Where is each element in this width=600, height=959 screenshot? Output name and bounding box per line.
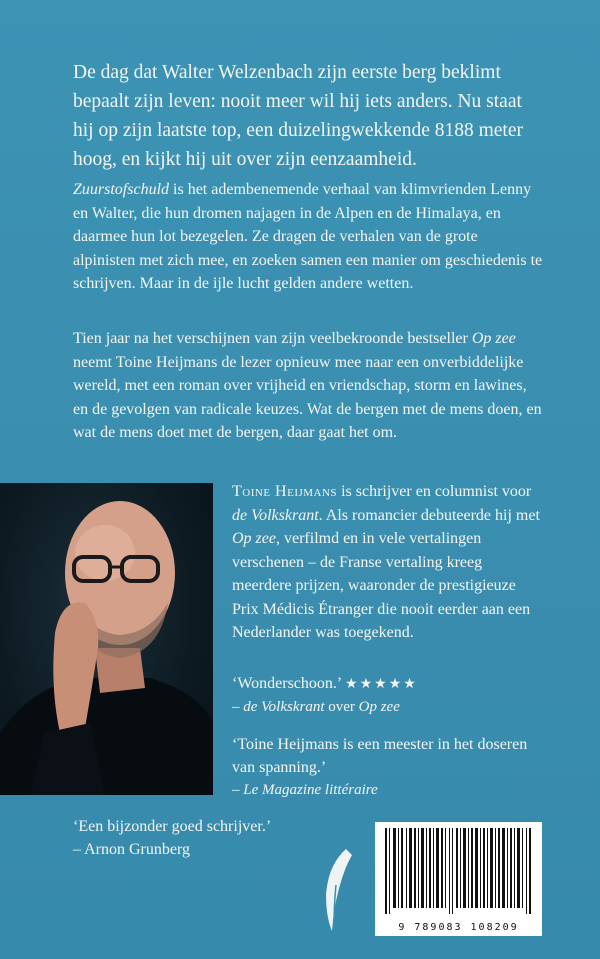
quote-text: ‘Toine Heijmans is een meester in het doseren van spanning.’ [232, 736, 528, 776]
quote-source-name: Le Magazine littéraire [243, 782, 378, 798]
author-bio [232, 480, 544, 645]
author-name: Toine Heijmans [232, 483, 338, 500]
context-text-2: neemt Toine Heijmans de lezer opnieuw mee naar een onverbiddelijke wereld, met een roman over vrijheid en vriendschap, storm en lawines, en de gevolgen van radicale keuzes. Wat de bergen met de mens doen, en wat de mens doet met de bergen, daar gaat het om. [73, 353, 542, 441]
isbn-number: 9 789083 108209 [398, 922, 519, 933]
synopsis-paragraph [73, 178, 543, 296]
intro-paragraph: De dag dat Walter Welzenbach zijn eerste berg beklimt bepaalt zijn leven: nooit meer wil hij iets anders. Nu staat hij op zijn laatste top, een duizelingwekkende 8188 meter hoog, en kijkt hij uit over zijn eenzaamheid. [73, 62, 523, 170]
previous-book-title: Op zee [471, 330, 516, 347]
star-rating-icon: ★★★★★ [345, 676, 418, 692]
quote-source: – Arnon Grunberg [73, 841, 191, 858]
quote-source-name: de Volkskrant [243, 699, 325, 715]
barcode-bars-icon [375, 822, 542, 920]
context-text-1: Tien jaar na het verschijnen van zijn veelbekroonde bestseller [73, 330, 472, 347]
book-title: Zuurstofschuld [73, 181, 170, 198]
quote-dash: – [232, 699, 244, 715]
author-context-paragraph [73, 327, 543, 445]
bio-text-2: . Als romancier debuteerde hij met [318, 506, 540, 524]
bio-newspaper: de Volkskrant [232, 506, 319, 524]
review-quote-grunberg [73, 815, 333, 861]
bio-text-3: , verfilmd en in vele vertalingen verschenen – de Franse vertaling kreeg meerdere prijzen, waaronder de prestigieuze Prix Médicis Étranger die nooit eerder aan een Nederlander was toegekend. [232, 530, 531, 641]
review-quote-magazine [232, 733, 544, 802]
isbn-barcode [375, 822, 542, 936]
quote-source-book: Op zee [358, 699, 400, 715]
review-quote-volkskrant [232, 672, 544, 719]
quote-dash: – [232, 782, 244, 798]
bio-text-1: is schrijver en columnist voor [337, 483, 532, 500]
quote-text: ‘Wonderschoon.’ [232, 675, 342, 692]
quote-text: ‘Een bijzonder goed schrijver.’ [73, 818, 272, 835]
quote-source-connector: over [324, 699, 359, 715]
synopsis-text: is het adembenemende verhaal van klimvrienden Lenny en Walter, die hun dromen najagen in de Alpen en de Himalaya, en daarmee hun lot bezegelen. Ze dragen de verhalen van de grote alpinisten met zich mee, en zoeken samen een manier om geschiedenis te schrijven. Maar in de ijle lucht gelden andere wetten. [73, 181, 543, 292]
author-portrait-image [0, 483, 213, 795]
publisher-logo-icon [318, 845, 358, 935]
quote-source [232, 779, 544, 802]
author-photo [0, 483, 213, 795]
bio-book: Op zee [232, 530, 276, 547]
quote-source [232, 696, 544, 719]
